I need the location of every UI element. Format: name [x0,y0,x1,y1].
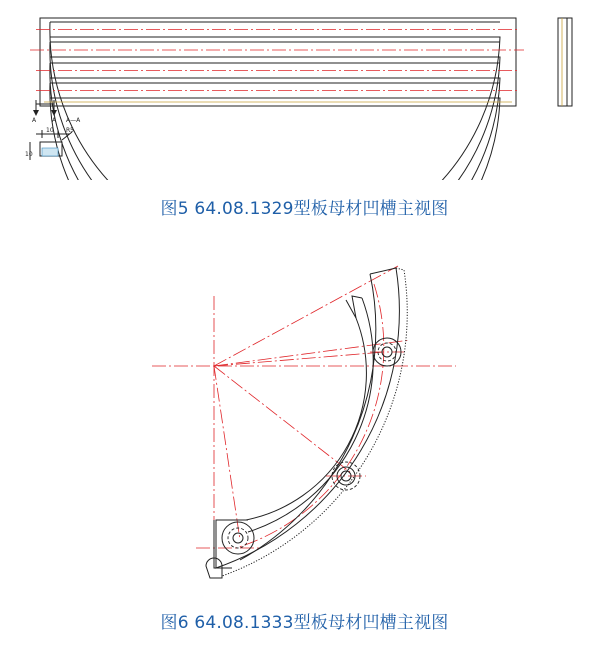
figure5-caption: 图5 64.08.1329型板母材凹槽主视图 [160,199,449,219]
dim-width: 10 [46,127,54,134]
centerlines [30,30,524,91]
figure5-drawing [0,0,609,180]
sector-body [206,268,399,578]
figure6-drawing [0,258,609,588]
section-label-left: A [32,117,37,124]
section-detail [30,130,72,160]
section-title: A—A [66,117,81,124]
side-view [558,18,572,106]
dim-depth: 10 [25,151,33,158]
plate-outline [40,18,516,106]
gear-teeth [222,268,407,576]
construction-lines [152,266,456,556]
dim-note: R5 [66,127,74,134]
groove-slots [50,22,500,180]
section-label-right: A [52,117,57,124]
figure6-caption: 图6 64.08.1333型板母材凹槽主视图 [160,613,449,633]
